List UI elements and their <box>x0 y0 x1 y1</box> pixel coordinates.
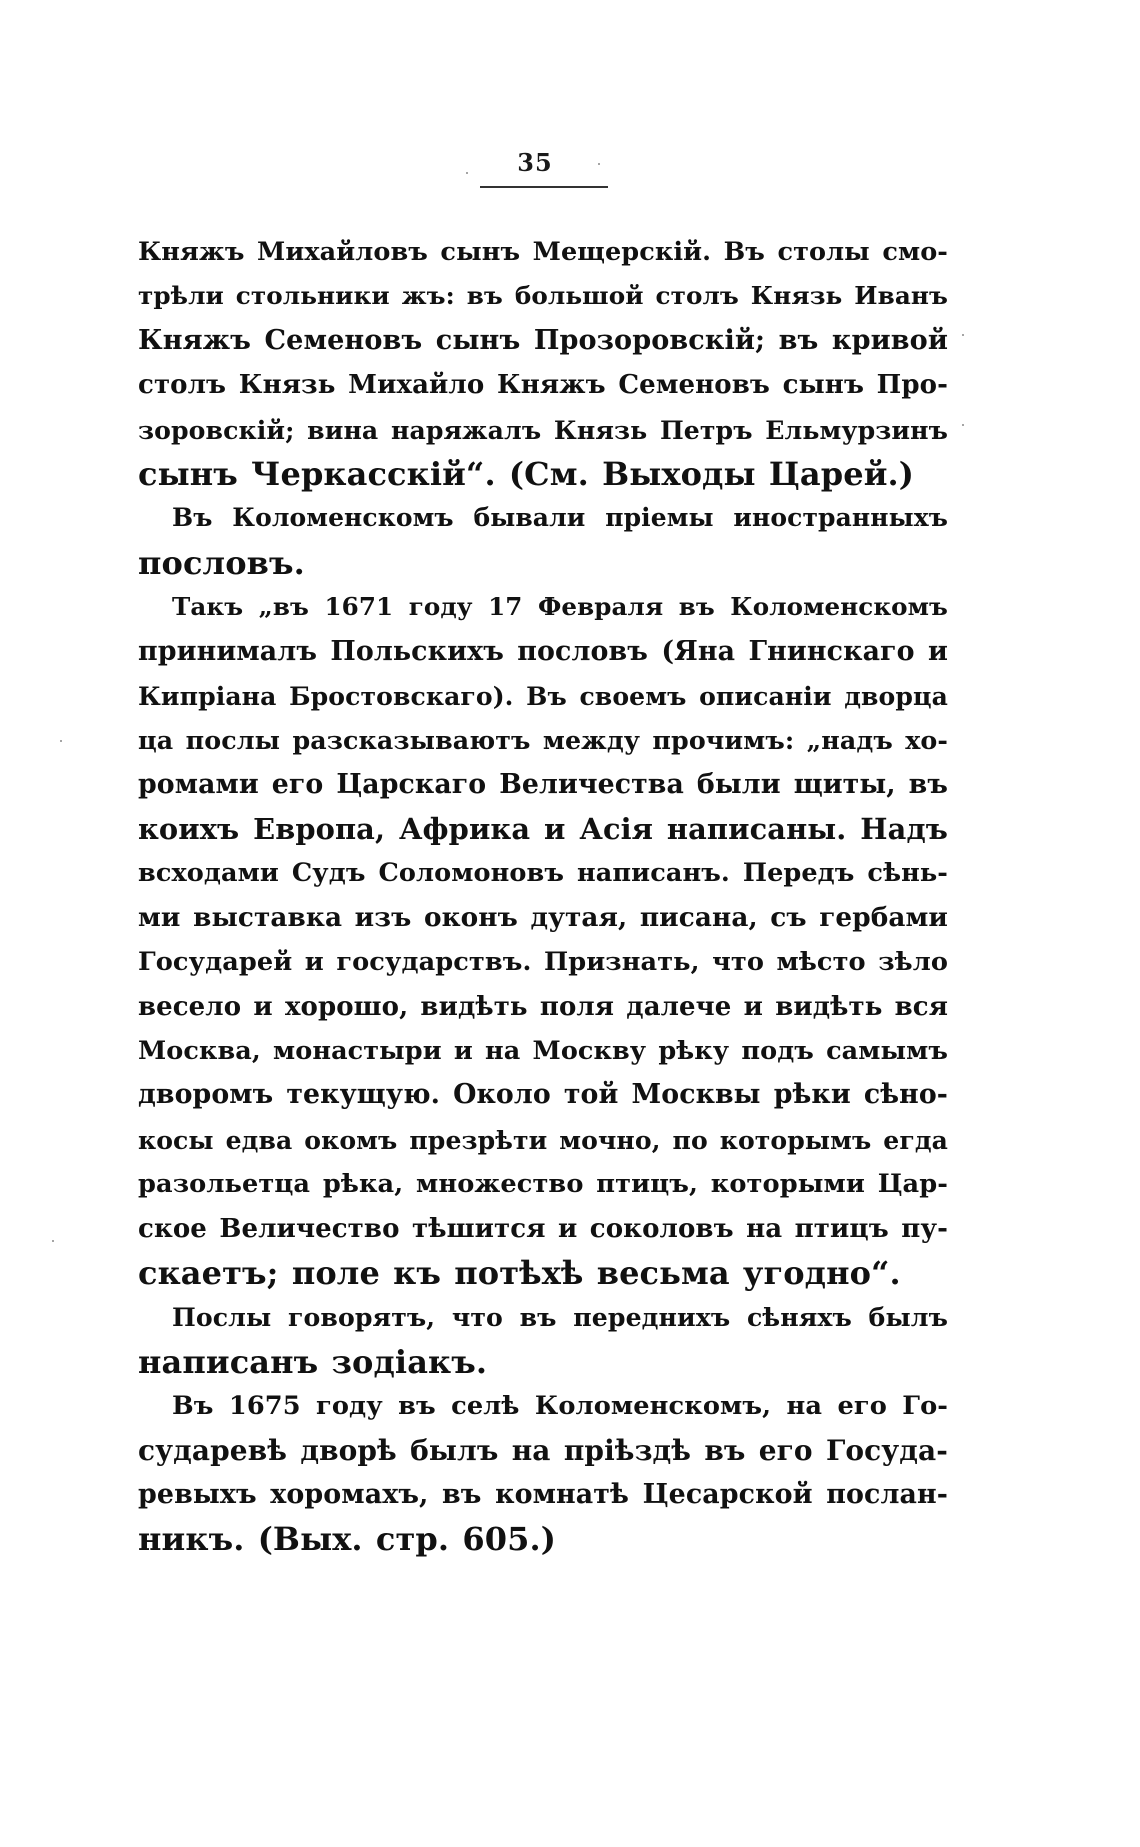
text-line: Послы говорятъ, что въ переднихъ сѣняхъ былъ <box>172 1302 948 1333</box>
scan-speck <box>60 740 62 742</box>
text-line: ми выставка изъ оконъ дутая, писана, съ гербами <box>138 901 948 933</box>
scan-speck <box>962 334 964 336</box>
text-line: трѣли стольники жъ: въ большой столъ Князь Иванъ <box>138 281 948 311</box>
text-line: всходами Судъ Соломоновъ написанъ. Передъ сѣнь- <box>138 858 948 889</box>
scan-speck <box>598 163 600 165</box>
text-line: косы едва окомъ презрѣти мочно, по которымъ егда <box>138 1124 948 1155</box>
paragraph-2 <box>138 496 948 585</box>
scan-speck <box>466 172 468 174</box>
page-number: 35 <box>517 148 553 177</box>
page-body <box>138 230 948 1562</box>
text-line: столъ Князь Михайло Княжъ Семеновъ сынъ Про- <box>138 370 948 401</box>
text-line: Въ 1675 году въ селѣ Коломенскомъ, на его Го- <box>172 1391 948 1422</box>
text-line: разольетца рѣка, множество птицъ, которыми Цар- <box>138 1169 948 1200</box>
text-line: Москва, монастыри и на Москву рѣку подъ самымъ <box>138 1036 948 1067</box>
text-line: дворомъ текущую. Около той Москвы рѣки сѣно- <box>138 1079 948 1111</box>
paragraph-4 <box>138 1295 948 1384</box>
text-line: ревыхъ хоромахъ, въ комнатѣ Цесарской послан- <box>138 1478 948 1510</box>
text-line: Государей и государствъ. Признать, что мѣсто зѣло <box>138 947 948 978</box>
text-line: Кипріана Бростовскаго). Въ своемъ описаніи дворца <box>138 680 948 711</box>
scan-speck <box>962 424 964 426</box>
scan-speck <box>52 1240 54 1242</box>
paragraph-3 <box>138 585 948 1295</box>
text-line: ское Величество тѣшится и соколовъ на птицъ пу- <box>138 1213 948 1244</box>
text-line: скаетъ; поле къ потѣхѣ весьма угодно“. <box>138 1253 901 1292</box>
text-line: коихъ Европа, Африка и Асія написаны. Надъ <box>138 812 948 847</box>
text-line: весело и хорошо, видѣть поля далече и видѣть вся <box>138 991 948 1022</box>
text-line: никъ. (Вых. стр. 605.) <box>138 1520 556 1559</box>
page-header <box>470 148 600 177</box>
paragraph-5 <box>138 1384 948 1562</box>
paragraph-1 <box>138 230 948 496</box>
text-line: ромами его Царскаго Величества были щиты, въ <box>138 768 948 800</box>
text-line: принималъ Польскихъ пословъ (Яна Гнинскаго и <box>138 635 948 667</box>
text-line: Княжъ Семеновъ сынъ Прозоровскій; въ кривой <box>138 324 948 356</box>
text-line: написанъ зодіакъ. <box>138 1342 488 1381</box>
text-line: сударевѣ дворѣ былъ на пріѣздѣ въ его Госуда- <box>138 1433 948 1467</box>
text-line: Въ Коломенскомъ бывали пріемы иностранныхъ <box>172 503 948 533</box>
text-line: пословъ. <box>138 543 305 582</box>
text-line: зоровскій; вина наряжалъ Князь Петръ Ельмурзинъ <box>138 414 948 445</box>
text-line: ца послы разсказываютъ между прочимъ: „надъ хо- <box>138 725 948 756</box>
header-rule <box>480 186 608 188</box>
text-line: сынъ Черкасскій“. (См. Выходы Царей.) <box>138 454 915 493</box>
text-line: Такъ „въ 1671 году 17 Февраля въ Коломенскомъ <box>172 592 948 622</box>
text-line: Княжъ Михайловъ сынъ Мещерскій. Въ столы смо- <box>138 237 948 267</box>
